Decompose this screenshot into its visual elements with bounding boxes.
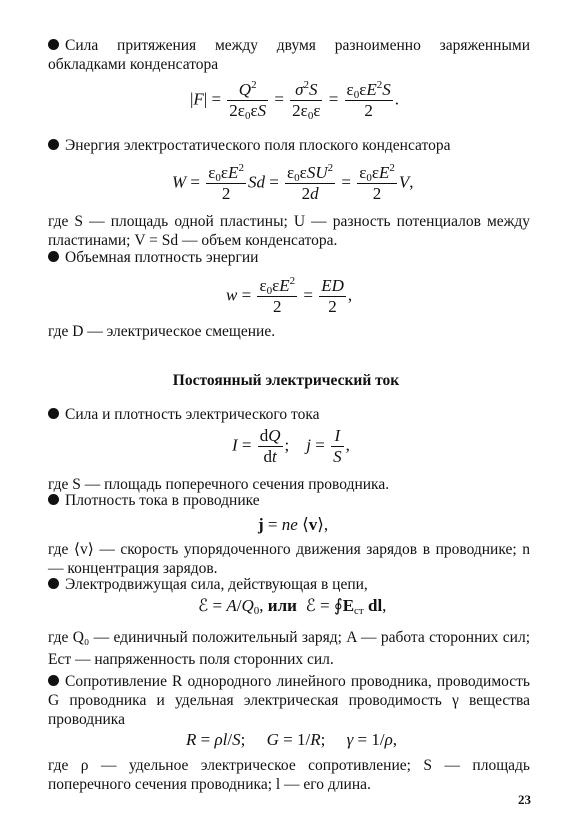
formula-energy: W = $\frac{\varepsilon_0\varepsilon E^2}{2}$ Sd = $\frac{\varepsilon_0\varepsilon SU^2}{2d}$ = $\frac{\varepsilon_0\varepsilon E^2}{2}$ V, bbox=[172, 162, 414, 203]
paragraph-text: где D — электрическое смещение. bbox=[48, 323, 276, 340]
paragraph-text: Объемная плотность энергии bbox=[65, 249, 259, 266]
bullet-icon bbox=[48, 139, 59, 150]
page-number: 23 bbox=[518, 792, 531, 807]
paragraph-text: Энергия электростатического поля плоского конденсатора bbox=[65, 137, 451, 154]
bullet-icon bbox=[48, 408, 59, 419]
paragraph-text: где S — площадь одной пластины; U — разность потенциалов между пластинами; V = Sd — объем конденсатора. bbox=[48, 213, 530, 249]
section-heading: Постоянный электрический ток bbox=[172, 372, 400, 389]
bullet-emf bbox=[48, 575, 530, 594]
formula-force: |F| = $\frac{Q^2}{2\varepsilon_0\varepsilon S}$ = $\frac{\sigma^2S}{2\varepsilon_0\varepsilon}$ = $\frac{\varepsilon_0\varepsilon E^2S}{2}$ . bbox=[190, 79, 399, 122]
bullet-icon bbox=[48, 494, 59, 505]
paragraph-text: где ⟨v⟩ — скорость упорядоченного движения зарядов в проводнике; n — концентрация зарядов. bbox=[48, 541, 530, 577]
bullet-energy-density bbox=[48, 248, 530, 267]
paragraph-where-d bbox=[48, 322, 530, 341]
bullet-icon bbox=[48, 578, 59, 589]
bullet-current bbox=[48, 405, 530, 424]
paragraph-where-q0 bbox=[48, 627, 530, 671]
paragraph-text: где Q₀ — единичный положительный заряд; A — работа сторонних сил; Eст — напряженность поля сторонних сил. bbox=[48, 629, 530, 668]
formula-resistance: R = ρl/S; G = 1/R; γ = 1/ρ, bbox=[186, 730, 397, 749]
bullet-icon bbox=[48, 39, 59, 50]
bullet-icon bbox=[48, 675, 59, 686]
paragraph-text: Плотность тока в проводнике bbox=[65, 492, 260, 509]
formula-emf: ℰ = $A/Q_0$, или ℰ = $∮E_{ст}$ dl, bbox=[198, 596, 387, 617]
formula-energy-density: w = $\frac{\varepsilon_0\varepsilon E^2}{2}$ = $\frac{ED}{2}$ , bbox=[226, 275, 353, 316]
paragraph-where-v bbox=[48, 540, 530, 578]
bullet-force bbox=[48, 36, 530, 74]
paragraph-where-s bbox=[48, 212, 530, 250]
paragraph-text: Сопротивление R однородного линейного проводника, проводимость G проводника и удельная электрическая проводимость γ вещества проводника bbox=[48, 673, 530, 728]
paragraph-text: Электродвижущая сила, действующая в цепи, bbox=[65, 576, 368, 593]
formula-current: I = $\frac{dQ}{dt}$ ; j = $\frac{I}{S}$ , bbox=[232, 426, 350, 466]
bullet-energy bbox=[48, 136, 530, 155]
bullet-resistance bbox=[48, 672, 530, 729]
bullet-icon bbox=[48, 251, 59, 262]
bullet-current-density bbox=[48, 491, 530, 510]
formula-current-density: j = ne ⟨v⟩, bbox=[258, 515, 329, 534]
paragraph-text: Сила притяжения между двумя разноименно заряженными обкладками конденсатора bbox=[48, 37, 530, 73]
paragraph-text: Сила и плотность электрического тока bbox=[65, 406, 320, 423]
paragraph-where-rho bbox=[48, 756, 530, 794]
paragraph-text: где ρ — удельное электрическое сопротивление; S — площадь поперечного сечения проводника; l — его длина. bbox=[48, 757, 530, 793]
paragraph-text: где S — площадь поперечного сечения проводника. bbox=[48, 476, 390, 493]
